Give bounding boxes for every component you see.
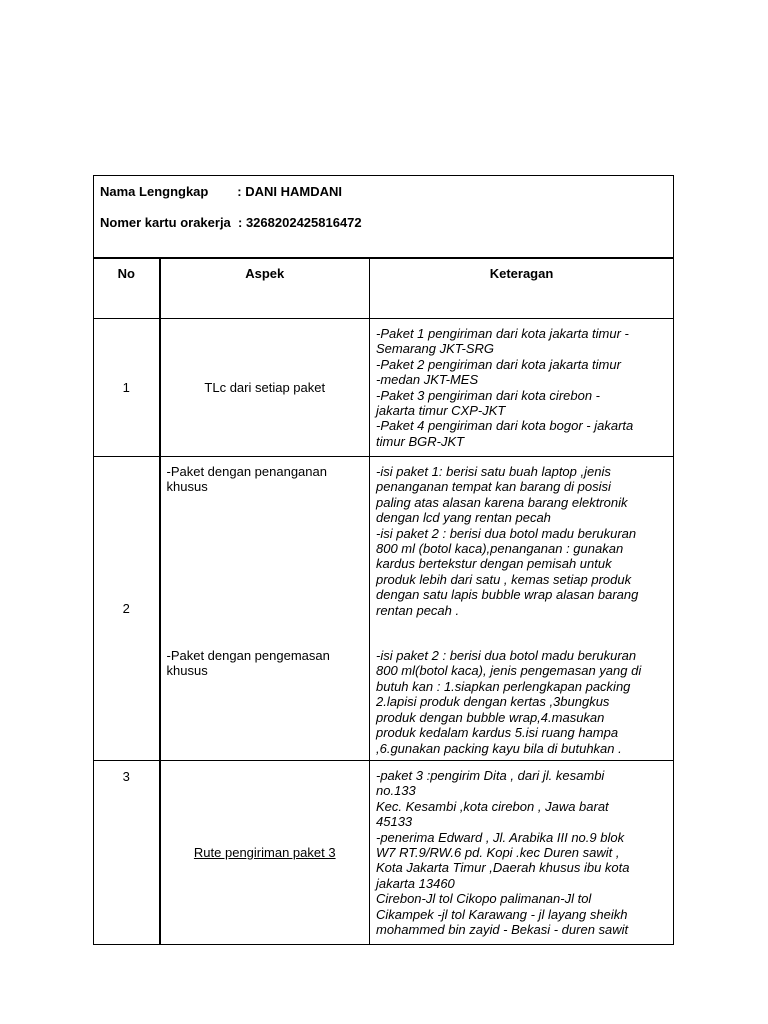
card-label: Nomer kartu orakerja xyxy=(100,215,231,231)
row-number: 3 xyxy=(94,761,160,945)
keterangan-line: 800 ml(botol kaca), jenis pengemasan yang di xyxy=(376,663,642,679)
keterangan-line: jakarta timur CXP-JKT xyxy=(376,403,506,419)
row-keterangan xyxy=(370,457,674,761)
keterangan-line: -isi paket 2 : berisi dua botol madu berukuran xyxy=(376,648,637,664)
document-table xyxy=(93,175,674,945)
keterangan-line: produk dengan bubble wrap,4.masukan xyxy=(376,709,605,725)
keterangan-line: -penerima Edward , Jl. Arabika III no.9 blok xyxy=(376,829,625,845)
keterangan-line: Cikampek -jl tol Karawang - jl layang sheikh xyxy=(376,906,628,922)
name-value: : DANI HAMDANI xyxy=(237,184,342,199)
aspek-link-text: Rute pengiriman paket 3 xyxy=(193,844,336,860)
keterangan-line: kardus bertekstur dengan pemisah untuk xyxy=(376,556,612,572)
identity-header xyxy=(94,176,674,259)
keterangan-line: timur BGR-JKT xyxy=(376,433,465,449)
column-header-aspek: Aspek xyxy=(160,258,370,319)
aspek-line: -Paket dengan penanganan xyxy=(166,464,327,479)
aspek-line: khusus xyxy=(166,663,208,679)
keterangan-line: rentan pecah . xyxy=(376,602,460,618)
table-row xyxy=(94,761,674,945)
keterangan-line: 800 ml (botol kaca),penanganan : gunakan xyxy=(376,541,624,557)
keterangan-line: -isi paket 1: berisi satu buah laptop ,jenis xyxy=(376,464,611,479)
name-line xyxy=(100,184,667,199)
column-header-keterangan: Keteragan xyxy=(370,258,674,319)
row-number: 1 xyxy=(94,319,160,457)
keterangan-line: -Paket 3 pengiriman dari kota cirebon - xyxy=(376,387,601,403)
row-aspek xyxy=(160,457,370,761)
keterangan-line: -Paket 2 pengiriman dari kota jakarta timur xyxy=(376,356,621,372)
keterangan-line: -isi paket 2 : berisi dua botol madu berukuran xyxy=(376,525,637,541)
keterangan-line: -paket 3 :pengirim Dita , dari jl. kesambi xyxy=(376,768,605,783)
keterangan-line: mohammed bin zayid - Bekasi - duren sawit xyxy=(376,922,629,938)
header-row xyxy=(94,176,674,259)
row-number: 2 xyxy=(94,457,160,761)
keterangan-line: Kec. Kesambi ,kota cirebon , Jawa barat xyxy=(376,798,609,814)
column-header-no: No xyxy=(94,258,160,319)
keterangan-line: produk lebih dari satu , kemas setiap produk xyxy=(376,571,632,587)
row-aspek xyxy=(160,761,370,945)
keterangan-line: Semarang JKT-SRG xyxy=(376,341,495,357)
column-header-row xyxy=(94,258,674,319)
keterangan-line: jakarta 13460 xyxy=(376,875,455,891)
name-label: Nama Lengngkap xyxy=(100,184,209,199)
row-keterangan xyxy=(370,761,674,945)
table-row xyxy=(94,457,674,761)
aspek-line: khusus xyxy=(166,479,208,495)
card-value: : 3268202425816472 xyxy=(238,215,362,231)
keterangan-line: dengan lcd yang rentan pecah xyxy=(376,510,551,526)
keterangan-line: 45133 xyxy=(376,814,413,830)
keterangan-line: produk kedalam kardus 5.isi ruang hampa xyxy=(376,725,619,741)
row-keterangan xyxy=(370,319,674,457)
aspek-line: -Paket dengan pengemasan xyxy=(166,647,330,663)
keterangan-line: butuh kan : 1.siapkan perlengkapan packing xyxy=(376,678,631,694)
keterangan-line: W7 RT.9/RW.6 pd. Kopi .kec Duren sawit , xyxy=(376,845,620,861)
keterangan-line: Cirebon-Jl tol Cikopo palimanan-Jl tol xyxy=(376,891,592,907)
keterangan-line: -Paket 1 pengiriman dari kota jakarta timur - xyxy=(376,326,629,341)
row-aspek: TLc dari setiap paket xyxy=(160,319,370,457)
keterangan-line: Kota Jakarta Timur ,Daerah khusus ibu kota xyxy=(376,860,630,876)
keterangan-line: -medan JKT-MES xyxy=(376,372,479,388)
table-row xyxy=(94,319,674,457)
keterangan-line: dengan satu lapis bubble wrap alasan barang xyxy=(376,587,639,603)
keterangan-line: penanganan tempat kan barang di posisi xyxy=(376,479,611,495)
keterangan-line: 2.lapisi produk dengan kertas ,3bungkus xyxy=(376,694,610,710)
card-line xyxy=(100,215,667,230)
keterangan-line: ,6.gunakan packing kayu bila di butuhkan . xyxy=(376,740,622,756)
keterangan-line: no.133 xyxy=(376,783,416,799)
keterangan-line: paling atas alasan karena barang elektronik xyxy=(376,494,628,510)
keterangan-line: -Paket 4 pengiriman dari kota bogor - jakarta xyxy=(376,418,634,434)
